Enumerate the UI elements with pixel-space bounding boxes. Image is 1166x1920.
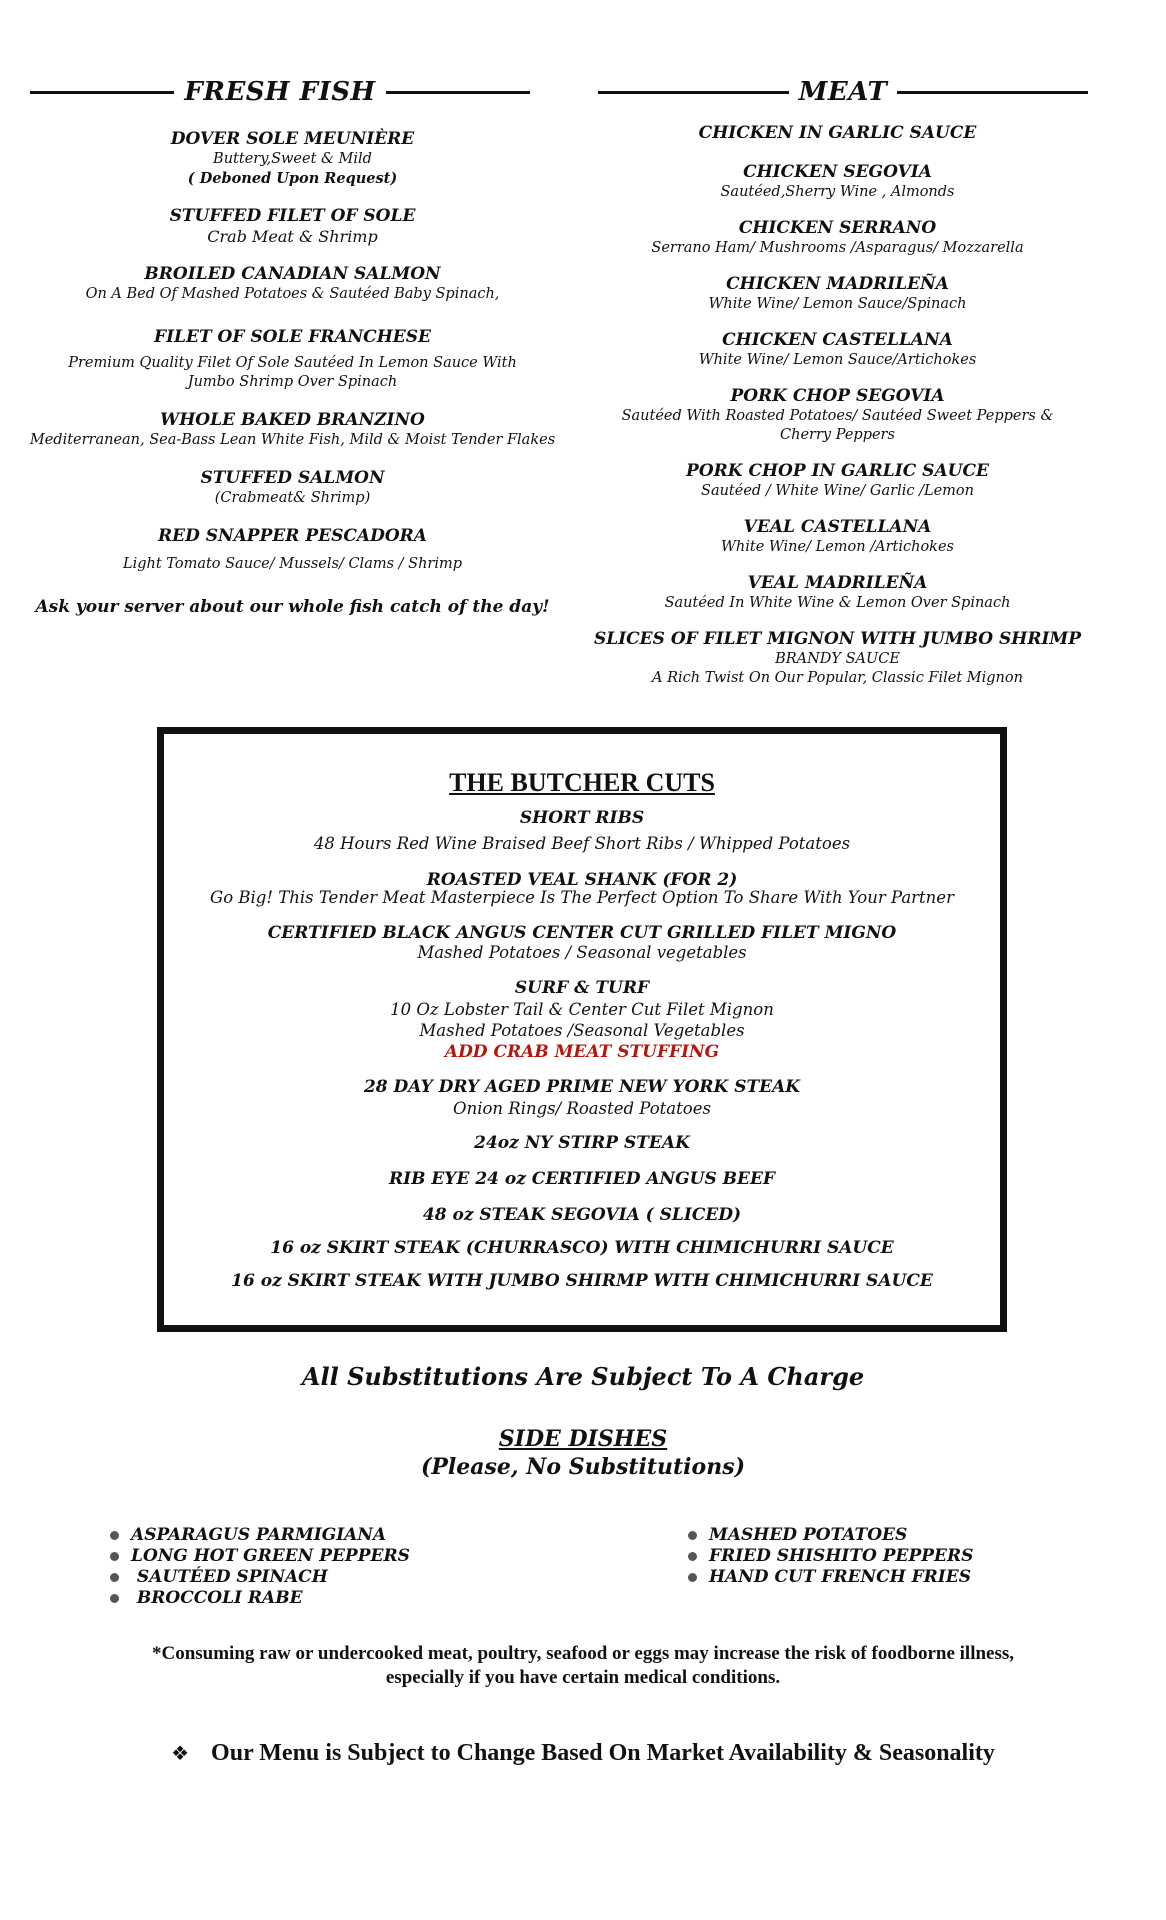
fresh-fish-list: [25, 128, 560, 618]
item-description: BRANDY SAUCE: [775, 651, 900, 667]
item-description: A Rich Twist On Our Popular, Classic Filet Mignon: [652, 670, 1023, 686]
menu-item: [25, 409, 560, 450]
menu-item: [600, 329, 1075, 370]
menu-item: [25, 263, 560, 304]
menu-item: [164, 808, 1000, 854]
menu-item: [164, 1077, 1000, 1119]
item-description: Go Big! This Tender Meat Masterpiece Is The Perfect Option To Share With Your Partner: [210, 888, 954, 907]
menu-change-notice: [0, 1740, 1166, 1767]
item-description: Light Tomato Sauce/ Mussels/ Clams / Shrimp: [122, 556, 463, 572]
item-description: Sautéed / White Wine/ Garlic /Lemon: [701, 483, 974, 499]
item-name: CHICKEN IN GARLIC SAUCE: [698, 123, 977, 143]
item-description: Sautéed With Roasted Potatoes/ Sautéed Sweet Peppers & Cherry Peppers: [621, 408, 1054, 443]
item-name: RED SNAPPER PESCADORA: [158, 526, 427, 546]
menu-item: [600, 516, 1075, 557]
menu-item: [164, 924, 1000, 962]
side-dish-label: FRIED SHISHITO PEPPERS: [709, 1546, 974, 1566]
item-name: 24oz NY STIRP STEAK: [474, 1133, 690, 1153]
list-item: [688, 1546, 973, 1567]
section-title: MEAT: [798, 77, 888, 107]
item-name: CHICKEN MADRILEÑA: [726, 274, 949, 294]
item-name: CHICKEN SERRANO: [738, 218, 937, 238]
side-dishes-left: [110, 1525, 410, 1609]
bullet-icon: [688, 1552, 697, 1561]
item-description: 48 Hours Red Wine Braised Beef Short Ribs / Whipped Potatoes: [313, 834, 851, 853]
meat-list: [593, 122, 1082, 703]
side-dish-label: HAND CUT FRENCH FRIES: [709, 1567, 971, 1587]
item-name: PORK CHOP SEGOVIA: [730, 386, 945, 406]
item-note: ( Deboned Upon Request): [187, 170, 398, 187]
section-title: FRESH FISH: [184, 77, 376, 107]
menu-item: [164, 978, 1000, 1063]
item-name: SURF & TURF: [514, 978, 650, 998]
item-name: 16 oz SKIRT STEAK (CHURRASCO) WITH CHIMICHURRI SAUCE: [270, 1238, 894, 1258]
item-description: On A Bed Of Mashed Potatoes & Sautéed Baby Spinach,: [85, 286, 500, 302]
menu-item: [593, 628, 1082, 688]
menu-item: [600, 217, 1075, 258]
item-description: Sautéed In White Wine & Lemon Over Spinach: [664, 595, 1011, 611]
butcher-cuts-box: [157, 727, 1007, 1332]
menu-item: [25, 467, 560, 508]
menu-item: [25, 525, 560, 574]
divider: [897, 91, 1088, 94]
list-item: [110, 1567, 410, 1588]
item-name: CERTIFIED BLACK ANGUS CENTER CUT GRILLED FILET MIGNO: [267, 923, 897, 943]
side-dish-label: MASHED POTATOES: [709, 1525, 908, 1545]
item-description: Premium Quality Filet Of Sole Sautéed In Lemon Sauce With Jumbo Shrimp Over Spinach: [68, 355, 517, 390]
item-description: White Wine/ Lemon Sauce/Artichokes: [698, 352, 977, 368]
whole-fish-note: Ask your server about our whole fish catch of the day!: [35, 597, 550, 617]
item-name: 48 oz STEAK SEGOVIA ( SLICED): [422, 1205, 742, 1225]
item-name: SLICES OF FILET MIGNON WITH JUMBO SHRIMP: [593, 629, 1082, 649]
item-description: White Wine/ Lemon /Artichokes: [721, 539, 954, 555]
item-name: WHOLE BAKED BRANZINO: [160, 410, 425, 430]
item-name: VEAL MADRILEÑA: [747, 573, 928, 593]
bullet-icon: [688, 1531, 697, 1540]
bullet-icon: [110, 1594, 119, 1603]
side-dish-label: SAUTÉED SPINACH: [131, 1567, 328, 1587]
side-dishes-right: [688, 1525, 973, 1588]
divider: [30, 91, 174, 94]
menu-item: [600, 460, 1075, 501]
list-item: [688, 1525, 973, 1546]
item-name: FILET OF SOLE FRANCHESE: [154, 327, 431, 347]
list-item: [110, 1525, 410, 1546]
side-dish-label: BROCCOLI RABE: [131, 1588, 303, 1608]
item-name: RIB EYE 24 oz CERTIFIED ANGUS BEEF: [388, 1169, 775, 1189]
disclaimer-line: especially if you have certain medical conditions.: [385, 1667, 781, 1688]
item-description: Crab Meat & Shrimp: [207, 227, 378, 246]
list-item: [110, 1546, 410, 1567]
bullet-icon: [110, 1573, 119, 1582]
item-description: (Crabmeat& Shrimp): [214, 490, 371, 506]
diamond-bullet-icon: ❖: [171, 1741, 190, 1765]
notice-text: Our Menu is Subject to Change Based On Market Availability & Seasonality: [211, 1740, 995, 1766]
item-description: 10 Oz Lobster Tail & Center Cut Filet Mignon: [390, 1000, 774, 1019]
item-name: STUFFED FILET OF SOLE: [169, 206, 416, 226]
disclaimer-line: *Consuming raw or undercooked meat, poultry, seafood or eggs may increase the risk of foodborne illness,: [151, 1643, 1015, 1664]
item-description: Buttery,Sweet & Mild: [213, 151, 372, 167]
menu-item: [164, 872, 1000, 906]
butcher-cuts-title: THE BUTCHER CUTS: [449, 768, 715, 797]
bullet-icon: [110, 1531, 119, 1540]
menu-item: [600, 122, 1075, 144]
item-name: CHICKEN CASTELLANA: [722, 330, 953, 350]
item-name: SHORT RIBS: [519, 808, 645, 828]
divider: [598, 91, 789, 94]
side-dishes-subtitle: (Please, No Substitutions): [420, 1454, 746, 1480]
item-description: Mediterranean, Sea-Bass Lean White Fish, Mild & Moist Tender Flakes: [29, 432, 556, 448]
item-description: Serrano Ham/ Mushrooms /Asparagus/ Mozzarella: [651, 240, 1024, 256]
item-name: ROASTED VEAL SHANK (FOR 2): [426, 870, 738, 890]
side-dish-label: ASPARAGUS PARMIGIANA: [131, 1525, 387, 1545]
item-name: BROILED CANADIAN SALMON: [144, 264, 441, 284]
menu-item: [600, 273, 1075, 314]
side-dishes-title: SIDE DISHES: [498, 1426, 668, 1452]
fresh-fish-header: [30, 72, 530, 112]
food-safety-disclaimer: [0, 1642, 1166, 1690]
item-name: VEAL CASTELLANA: [743, 517, 932, 537]
item-description: Mashed Potatoes / Seasonal vegetables: [417, 943, 747, 962]
item-name: DOVER SOLE MEUNIÈRE: [170, 129, 415, 149]
bullet-icon: [110, 1552, 119, 1561]
item-name: PORK CHOP IN GARLIC SAUCE: [686, 461, 989, 481]
item-name: 28 DAY DRY AGED PRIME NEW YORK STEAK: [363, 1077, 801, 1097]
substitutions-note: All Substitutions Are Subject To A Charge: [301, 1362, 865, 1391]
item-description: Mashed Potatoes /Seasonal Vegetables: [419, 1021, 745, 1040]
menu-item: [600, 572, 1075, 613]
item-name: CHICKEN SEGOVIA: [743, 162, 932, 182]
bullet-icon: [688, 1573, 697, 1582]
menu-item: [600, 161, 1075, 202]
menu-item: [25, 326, 560, 392]
menu-item: [600, 385, 1075, 445]
list-item: [110, 1588, 410, 1609]
item-name: 16 oz SKIRT STEAK WITH JUMBO SHIRMP WITH CHIMICHURRI SAUCE: [231, 1271, 933, 1291]
meat-header: [598, 72, 1088, 112]
list-item: [688, 1567, 973, 1588]
item-name: STUFFED SALMON: [200, 468, 385, 488]
item-description: Sautéed,Sherry Wine , Almonds: [720, 184, 955, 200]
divider: [386, 91, 530, 94]
side-dish-label: LONG HOT GREEN PEPPERS: [131, 1546, 410, 1566]
menu-item: [25, 128, 560, 188]
item-description: White Wine/ Lemon Sauce/Spinach: [708, 296, 967, 312]
item-description: Onion Rings/ Roasted Potatoes: [453, 1099, 711, 1118]
menu-item: [25, 205, 560, 246]
add-on-note: ADD CRAB MEAT STUFFING: [444, 1042, 720, 1062]
